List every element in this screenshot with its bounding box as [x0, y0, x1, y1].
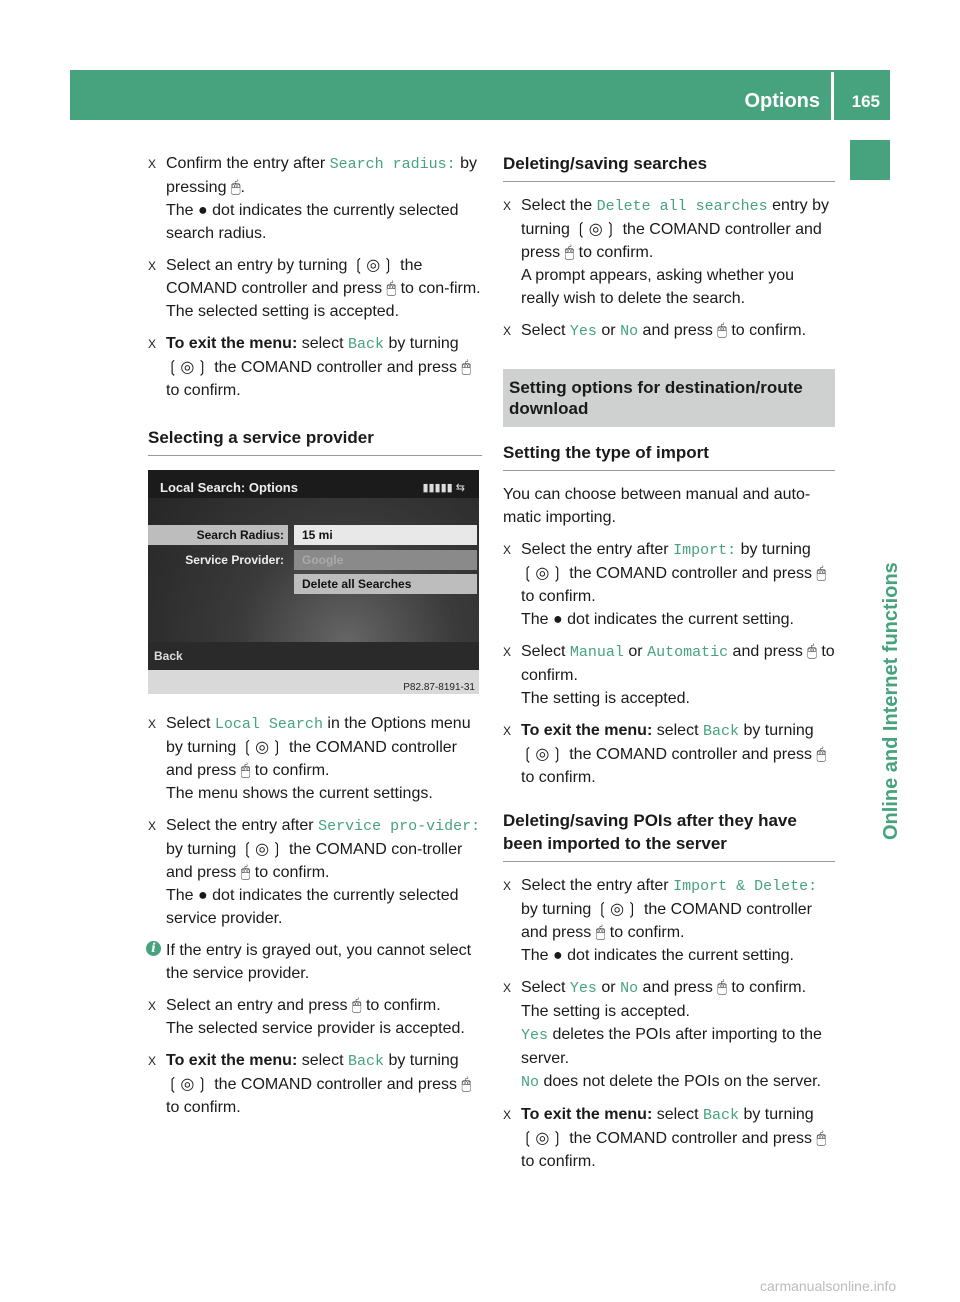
image-code: P82.87-8191-31 — [403, 682, 475, 693]
screen-titlebar: Local Search: Options ▮▮▮▮▮ ⇆ — [148, 470, 479, 498]
section-heading: Setting the type of import — [503, 441, 835, 471]
press-icon: 🖱 — [461, 1076, 472, 1093]
press-icon: 🖱 — [351, 997, 362, 1014]
step-arrow-icon: X — [503, 981, 512, 995]
bullet-icon: ● — [553, 947, 563, 964]
turn-icon: ❲◎❳ — [595, 901, 640, 918]
paragraph: You can choose between manual and auto-matic importing. — [503, 486, 811, 526]
step-arrow-icon: X — [148, 999, 157, 1013]
section-heading: Deleting/saving POIs after they have been imported to the server — [503, 809, 835, 862]
step-arrow-icon: X — [148, 157, 157, 171]
press-icon: 🖱 — [386, 280, 397, 297]
step-arrow-icon: X — [503, 199, 512, 213]
watermark: carmanualsonline.info — [760, 1278, 897, 1294]
press-icon: 🖱 — [564, 244, 575, 261]
step: X Select Local Search in the Options menu by turning ❲◎❳ the COMAND controller and press 🖱 to confirm. The menu shows the current settings. — [148, 715, 471, 802]
header-separator — [831, 72, 834, 120]
press-icon: 🖱 — [717, 979, 727, 996]
page-header — [70, 70, 890, 120]
step-arrow-icon: X — [148, 337, 157, 351]
press-icon: 🖱 — [461, 359, 472, 376]
press-icon: 🖱 — [717, 322, 727, 339]
step: X To exit the menu: select Back by turning ❲◎❳ the COMAND controller and press 🖱 to confirm. — [503, 1106, 827, 1170]
step: X To exit the menu: select Back by turning ❲◎❳ the COMAND controller and press 🖱 to confirm. — [148, 335, 472, 399]
search-radius-value: 15 mi — [294, 525, 477, 545]
step: X Select the entry after Import & Delete: by turning ❲◎❳ the COMAND controller and press 🖱 to confirm. The ● dot indicates the current setting. — [503, 877, 818, 964]
step-arrow-icon: X — [148, 259, 157, 273]
turn-icon: ❲◎❳ — [166, 359, 210, 376]
search-radius-label: Search Radius: — [148, 525, 288, 545]
press-icon: 🖱 — [230, 179, 241, 196]
press-icon: 🖱 — [807, 643, 817, 660]
service-provider-label: Service Provider: — [185, 553, 284, 567]
turn-icon: ❲◎❳ — [574, 221, 619, 238]
screen-illustration — [148, 470, 479, 694]
section-tab — [850, 140, 890, 180]
turn-icon: ❲◎❳ — [240, 841, 285, 858]
step: X Select Yes or No and press 🖱 to confirm. The setting is accepted. Yes deletes the POIs after importing to the server. No does not delete the POIs on the server. — [503, 979, 822, 1091]
left-column — [148, 152, 482, 1128]
step-arrow-icon: X — [503, 724, 512, 738]
step-arrow-icon: X — [148, 717, 157, 731]
step-arrow-icon: X — [148, 819, 157, 833]
right-column — [503, 152, 835, 1182]
press-icon: 🖱 — [240, 864, 251, 881]
step: X To exit the menu: select Back by turning ❲◎❳ the COMAND controller and press 🖱 to confirm. — [148, 1052, 472, 1116]
info-note: i If the entry is grayed out, you cannot select the service provider. — [148, 939, 482, 985]
section-heading: Selecting a service provider — [148, 426, 482, 456]
step: X Select the entry after Import: by turning ❲◎❳ the COMAND controller and press 🖱 to confirm. The ● dot indicates the current setting. — [503, 541, 827, 628]
section-heading: Deleting/saving searches — [503, 152, 835, 182]
step: X Select Manual or Automatic and press 🖱 to confirm. The setting is accepted. — [503, 643, 835, 707]
provider-value: Google — [294, 550, 477, 570]
press-icon: 🖱 — [816, 746, 827, 763]
bullet-icon: ● — [198, 887, 208, 904]
step-arrow-icon: X — [148, 1054, 157, 1068]
info-icon: i — [146, 941, 161, 956]
press-icon: 🖱 — [816, 1130, 827, 1147]
turn-icon: ❲◎❳ — [351, 257, 396, 274]
press-icon: 🖱 — [240, 762, 251, 779]
step-arrow-icon: X — [503, 1108, 512, 1122]
bullet-icon: ● — [553, 611, 563, 628]
step-arrow-icon: X — [503, 645, 512, 659]
bullet-icon: ● — [198, 202, 208, 219]
step: X Select the entry after Service pro-vider: by turning ❲◎❳ the COMAND con-troller and press 🖱 to confirm. The ● dot indicates the currently selected service provider. — [148, 817, 481, 927]
step: X To exit the menu: select Back by turning ❲◎❳ the COMAND controller and press 🖱 to confirm. — [503, 722, 827, 786]
step-arrow-icon: X — [503, 543, 512, 557]
step: X Select an entry and press 🖱 to confirm. The selected service provider is accepted. — [148, 997, 465, 1037]
press-icon: 🖱 — [816, 565, 827, 582]
step: X Select Yes or No and press 🖱 to confirm. — [503, 319, 835, 343]
press-icon: 🖱 — [595, 924, 606, 941]
turn-icon: ❲◎❳ — [240, 739, 285, 756]
page-number: 165 — [851, 92, 880, 111]
screen-footer — [148, 670, 479, 694]
turn-icon: ❲◎❳ — [521, 565, 565, 582]
step: X Select an entry by turning ❲◎❳ the COMAND controller and press 🖱 to con-firm. The selected setting is accepted. — [148, 257, 481, 320]
step-arrow-icon: X — [503, 324, 512, 338]
section-label: Online and Internet functions — [880, 562, 902, 840]
delete-all-searches-option: Delete all Searches — [294, 574, 477, 594]
turn-icon: ❲◎❳ — [521, 1130, 565, 1147]
step: X Confirm the entry after Search radius: by pressing 🖱. The ● dot indicates the currently selected search radius. — [148, 155, 478, 242]
turn-icon: ❲◎❳ — [166, 1076, 210, 1093]
section-box-heading: Setting options for destination/route download — [503, 369, 835, 427]
step: X Select the Delete all searches entry by turning ❲◎❳ the COMAND controller and press 🖱 to confirm. A prompt appears, asking whether you really wish to delete the search. — [503, 197, 830, 307]
step-arrow-icon: X — [503, 879, 512, 893]
screen-back-label: Back — [148, 642, 479, 670]
turn-icon: ❲◎❳ — [521, 746, 565, 763]
signal-icon: ▮▮▮▮▮ ⇆ — [422, 482, 465, 494]
page-title: Options — [744, 90, 820, 112]
